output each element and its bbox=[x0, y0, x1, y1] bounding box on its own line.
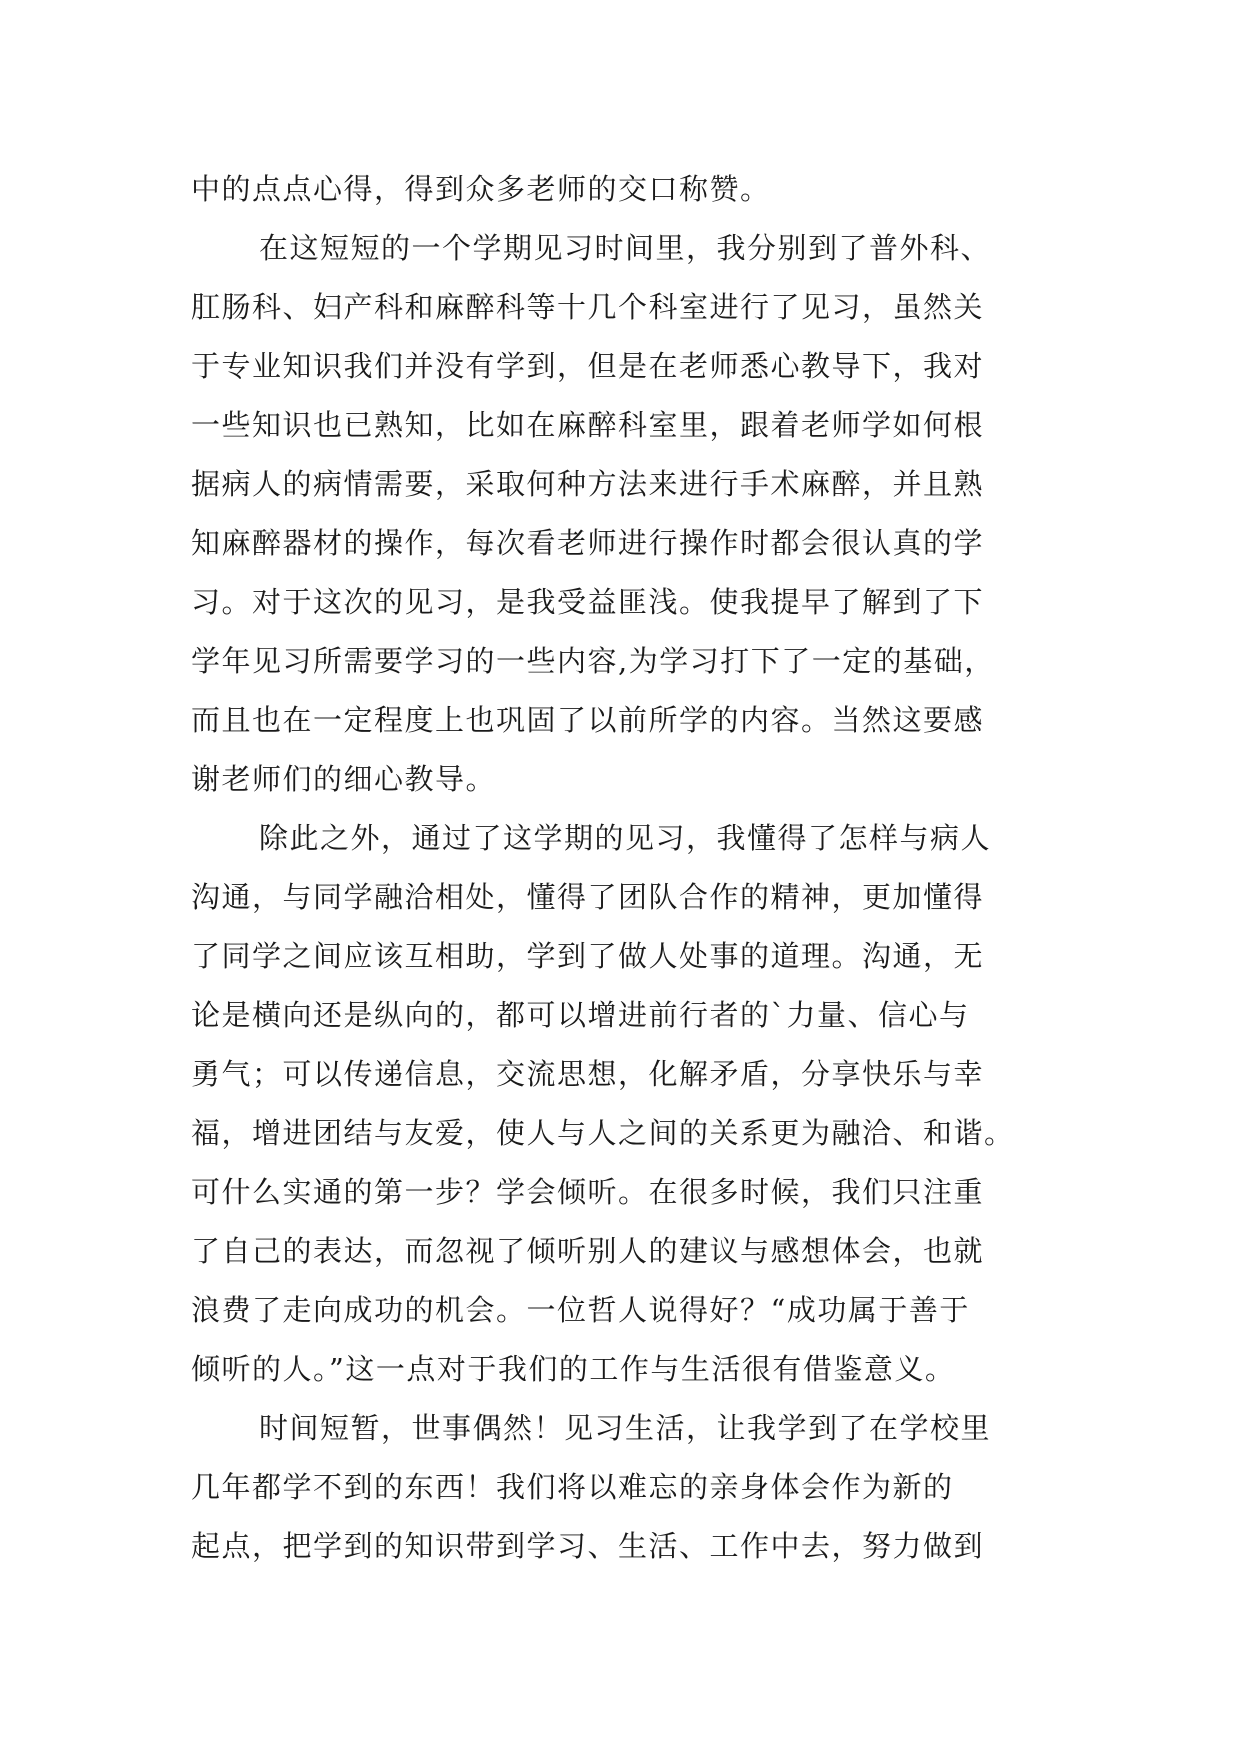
text-line: 据病人的病情需要，采取何种方法来进行手术麻醉，并且熟 bbox=[191, 467, 985, 501]
text-line: 起点，把学到的知识带到学习、生活、工作中去，努力做到 bbox=[191, 1529, 985, 1563]
paragraph-start-line: 在这短短的一个学期见习时间里，我分别到了普外科、 bbox=[259, 231, 992, 265]
text-line: 知麻醉器材的操作，每次看老师进行操作时都会很认真的学 bbox=[191, 526, 985, 560]
text-line: 了自己的表达，而忽视了倾听别人的建议与感想体会，也就 bbox=[191, 1234, 985, 1268]
text-line: 了同学之间应该互相助，学到了做人处事的道理。沟通，无 bbox=[191, 939, 985, 973]
text-line: 学年见习所需要学习的一些内容,为学习打下了一定的基础， bbox=[191, 644, 995, 678]
text-line: 论是横向还是纵向的，都可以增进前行者的`力量、信心与 bbox=[191, 998, 970, 1032]
text-line: 倾听的人。”这一点对于我们的工作与生活很有借鉴意义。 bbox=[191, 1352, 956, 1386]
text-line: 肛肠科、妇产科和麻醉科等十几个科室进行了见习，虽然关 bbox=[191, 290, 985, 324]
text-line: 浪费了走向成功的机会。一位哲人说得好？“成功属于善于 bbox=[191, 1293, 970, 1327]
text-line: 谢老师们的细心教导。 bbox=[191, 762, 497, 796]
document-body bbox=[191, 160, 1071, 1576]
text-line: 福，增进团结与友爱，使人与人之间的关系更为融洽、和谐。 bbox=[191, 1116, 1015, 1150]
text-line: 一些知识也已熟知，比如在麻醉科室里，跟着老师学如何根 bbox=[191, 408, 985, 442]
text-line: 中的点点心得，得到众多老师的交口称赞。 bbox=[191, 172, 771, 206]
text-line: 勇气；可以传递信息，交流思想，化解矛盾，分享快乐与幸 bbox=[191, 1057, 985, 1091]
paragraph-start-line: 除此之外，通过了这学期的见习，我懂得了怎样与病人 bbox=[259, 821, 992, 855]
text-line: 习。对于这次的见习，是我受益匪浅。使我提早了解到了下 bbox=[191, 585, 985, 619]
text-line: 而且也在一定程度上也巩固了以前所学的内容。当然这要感 bbox=[191, 703, 985, 737]
text-line: 可什么实通的第一步？学会倾听。在很多时候，我们只注重 bbox=[191, 1175, 985, 1209]
text-line: 几年都学不到的东西！我们将以难忘的亲身体会作为新的 bbox=[191, 1470, 954, 1504]
paragraph-start-line: 时间短暂，世事偶然！见习生活，让我学到了在学校里 bbox=[259, 1411, 992, 1445]
text-line: 于专业知识我们并没有学到，但是在老师悉心教导下，我对 bbox=[191, 349, 985, 383]
text-line: 沟通，与同学融洽相处，懂得了团队合作的精神，更加懂得 bbox=[191, 880, 985, 914]
